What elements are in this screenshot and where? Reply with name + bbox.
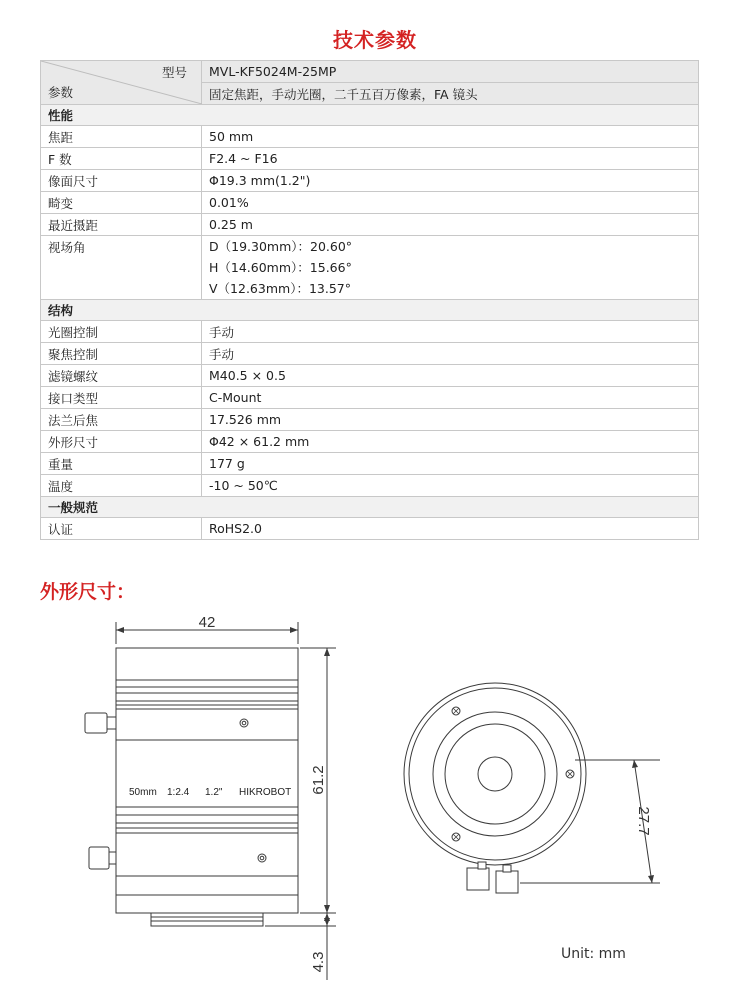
- spec-row: [41, 518, 699, 540]
- spec-value-line: H（14.60mm）：15.66°: [209, 260, 352, 275]
- spec-value: 17.526 mm: [202, 409, 699, 431]
- barrel-ratio-text: 1:2.4: [167, 787, 190, 798]
- spec-row: [41, 475, 699, 497]
- spec-label: 聚焦控制: [41, 343, 202, 365]
- spec-label: 视场角: [41, 236, 202, 300]
- spec-label: F 数: [41, 148, 202, 170]
- page-title: 技术参数: [333, 28, 417, 52]
- spec-row: [41, 192, 699, 214]
- iris-lock-screw: [85, 713, 107, 733]
- barrel-brand-text: HIKROBOT: [239, 787, 292, 798]
- spec-label: 外形尺寸: [41, 431, 202, 453]
- spec-row: [41, 236, 699, 300]
- spec-row: [41, 321, 699, 343]
- barrel-focal-text: 50mm: [129, 787, 157, 798]
- spec-value: 手动: [202, 343, 699, 365]
- aperture-grip: [116, 687, 298, 709]
- section-title: 结构: [41, 300, 699, 321]
- spec-row: [41, 409, 699, 431]
- section-title: 性能: [41, 105, 699, 126]
- flange-label: 4.3: [310, 951, 327, 973]
- spec-value: 0.01%: [202, 192, 699, 214]
- dimension-drawing: [0, 600, 750, 993]
- spec-label: 认证: [41, 518, 202, 540]
- header-diagonal-cell: [41, 61, 202, 105]
- front-outer-ring: [404, 683, 586, 865]
- spec-value-line: V（12.63mm）：13.57°: [209, 281, 351, 296]
- spec-value: C-Mount: [202, 387, 699, 409]
- hole-label: 27.7: [635, 806, 652, 836]
- spec-row: [41, 453, 699, 475]
- spec-value: Φ19.3 mm(1.2"): [202, 170, 699, 192]
- spec-value: -10 ~ 50℃: [202, 475, 699, 497]
- header-row: [41, 61, 699, 83]
- param-value: 固定焦距，手动光圈，二千五百万像素，FA 镜头: [202, 83, 699, 105]
- focus-lock-screw: [89, 847, 109, 869]
- spec-value: Φ42 × 61.2 mm: [202, 431, 699, 453]
- spec-value: 177 g: [202, 453, 699, 475]
- spec-label: 温度: [41, 475, 202, 497]
- spec-label: 光圈控制: [41, 321, 202, 343]
- rear-barrel: [116, 833, 298, 913]
- front-knob-right: [496, 871, 518, 893]
- spec-row: [41, 387, 699, 409]
- spec-value: 0.25 m: [202, 214, 699, 236]
- spec-label: 畸变: [41, 192, 202, 214]
- spec-label: 最近摄距: [41, 214, 202, 236]
- spec-label: 焦距: [41, 126, 202, 148]
- spec-label: 接口类型: [41, 387, 202, 409]
- spec-row: [41, 214, 699, 236]
- c-mount-thread: [151, 913, 263, 926]
- dimensions-title: 外形尺寸：: [40, 581, 136, 603]
- spec-row: [41, 170, 699, 192]
- main-barrel: [116, 709, 298, 815]
- spec-value: M40.5 × 0.5: [202, 365, 699, 387]
- spec-value: [202, 236, 699, 300]
- spec-value: RoHS2.0: [202, 518, 699, 540]
- unit-label: Unit: mm: [561, 946, 626, 962]
- model-label: 型号: [161, 65, 187, 80]
- section-title: 一般规范: [41, 497, 699, 518]
- focus-ring: [116, 815, 298, 833]
- front-lens-aperture: [478, 757, 512, 791]
- spec-value-line: D（19.30mm）：20.60°: [209, 239, 353, 254]
- front-mount-ring: [433, 712, 557, 836]
- spec-row: [41, 148, 699, 170]
- front-knob-left: [467, 868, 489, 890]
- spec-value: F2.4 ~ F16: [202, 148, 699, 170]
- spec-row: [41, 365, 699, 387]
- spec-row: [41, 343, 699, 365]
- height-label: 61.2: [310, 765, 327, 795]
- param-label: 参数: [48, 85, 74, 100]
- section-header-row: [41, 300, 699, 321]
- spec-value: 50 mm: [202, 126, 699, 148]
- spec-row: [41, 431, 699, 453]
- spec-label: 像面尺寸: [41, 170, 202, 192]
- spec-table: [40, 60, 699, 540]
- front-ring: [116, 648, 298, 687]
- spec-value: 手动: [202, 321, 699, 343]
- spec-label: 法兰后焦: [41, 409, 202, 431]
- barrel-format-text: 1.2": [205, 787, 223, 798]
- section-header-row: [41, 497, 699, 518]
- spec-label: 滤镜螺纹: [41, 365, 202, 387]
- width-label: 42: [198, 614, 216, 631]
- spec-row: [41, 126, 699, 148]
- section-header-row: [41, 105, 699, 126]
- model-value: MVL-KF5024M-25MP: [202, 61, 699, 83]
- spec-label: 重量: [41, 453, 202, 475]
